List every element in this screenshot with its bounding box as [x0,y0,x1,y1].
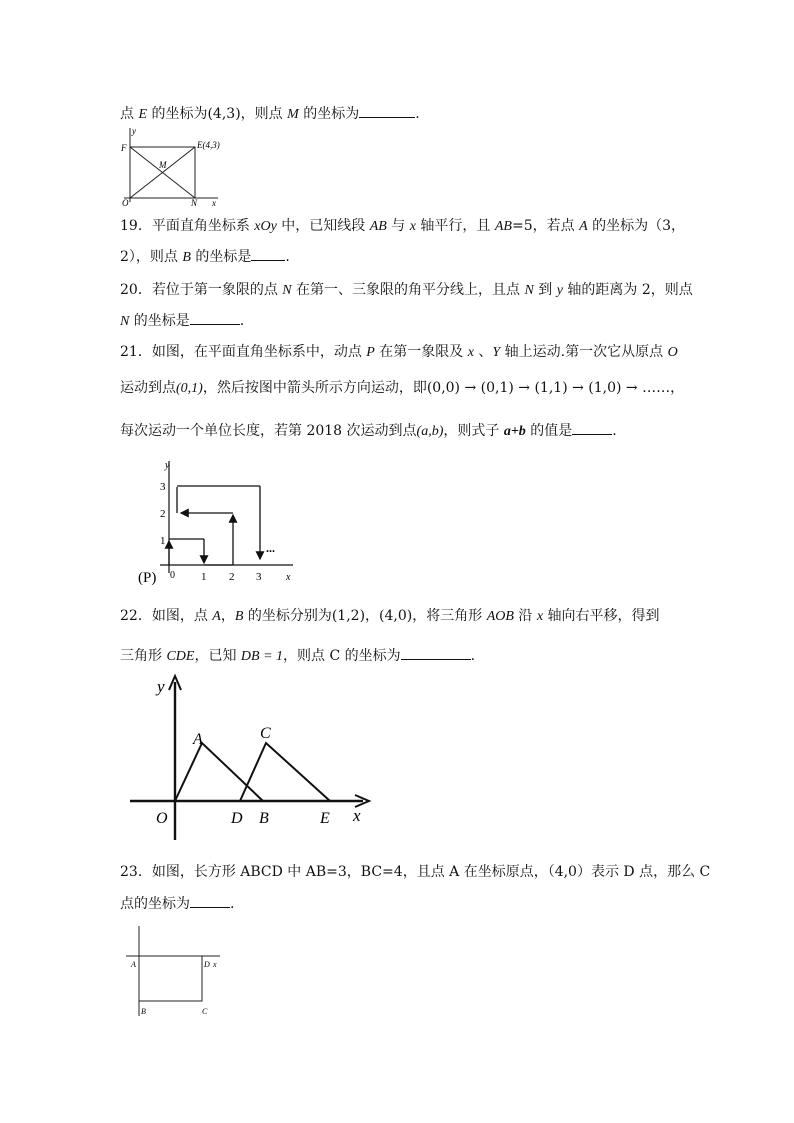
tick-y-1: 1 [160,535,166,547]
x-axis-label: x [286,572,291,583]
label-o: O [122,198,129,208]
q22-figure [125,668,385,848]
answer-blank[interactable] [401,645,471,660]
y-axis-label: y [157,677,165,696]
tick-y-3: 3 [160,481,166,493]
origin-label: 0 [170,570,175,581]
x-axis-label: x [213,960,217,969]
tick-x-1: 1 [201,571,207,583]
answer-blank[interactable] [251,246,285,261]
q22-line2: 三角形 CDE，已知 DB = 1，则点 C 的坐标为 . [120,645,475,667]
q22-line1: 22．如图，点 A，B 的坐标分别为(1,2)，(4,0)，将三角形 AOB 沿 x 轴向右平移，得到 [120,608,660,624]
label-o: O [156,810,168,827]
answer-blank[interactable] [359,103,415,118]
q21-line2: 运动到点(0,1)，然后按图中箭头所示方向运动，即(0,0) → (0,1) → (1,1) → (1,0) → ……， [120,380,685,396]
q23-line2: 点的坐标为 . [120,893,234,914]
tick-x-2: 2 [229,571,235,583]
x-axis-label: x [353,806,361,825]
label-a: A [193,731,203,748]
label-p: (P) [138,570,157,586]
q23-line1: 23．如图，长方形 ABCD 中 AB=3，BC=4，且点 A 在坐标原点，（4,0）表示 D 点，那么 C [120,864,711,880]
q19-line1: 19．平面直角坐标系 xOy 中，已知线段 AB 与 x 轴平行，且 AB=5，若点 A 的坐标为（3， [120,218,685,234]
q21-figure [138,455,318,585]
label-m: M [159,160,167,170]
q23-figure [122,922,232,1022]
label-n: N [191,198,198,208]
label-c: C [202,1007,208,1016]
y-axis-label: y [165,460,170,471]
q20-line1: 20．若位于第一象限的点 N 在第一、三象限的角平分线上，且点 N 到 y 轴的距离为 2，则点 [120,282,693,298]
label-b: B [141,1007,146,1016]
label-c: C [260,725,271,742]
y-axis-label: y [132,126,136,136]
ellipsis: ... [266,541,275,555]
label-a: A [131,960,136,969]
answer-blank[interactable] [572,420,612,435]
answer-blank[interactable] [190,310,240,325]
label-d: D [231,810,243,827]
label-e: E(4,3) [197,140,220,150]
q19-line2: 2），则点 B 的坐标是 . [120,246,290,268]
x-axis-label: x [212,198,216,208]
label-d: D [204,960,210,969]
answer-blank[interactable] [190,893,230,908]
tick-x-3: 3 [256,571,262,583]
label-b: B [259,810,269,827]
q20-line2: N 的坐标是 . [120,310,244,332]
label-e: E [320,810,330,827]
q21-line3: 每次运动一个单位长度，若第 2018 次运动到点(a,b)，则式子 a+b 的值是 . [120,420,617,442]
q21-line1: 21．如图，在平面直角坐标系中，动点 P 在第一象限及 x 、Y 轴上运动.第一次它从原点 O [120,344,678,360]
q18-figure [118,124,228,208]
label-f: F [121,143,127,153]
q18-line: 点 E 的坐标为(4,3)，则点 M 的坐标为 . [120,103,420,125]
tick-y-2: 2 [160,508,166,520]
